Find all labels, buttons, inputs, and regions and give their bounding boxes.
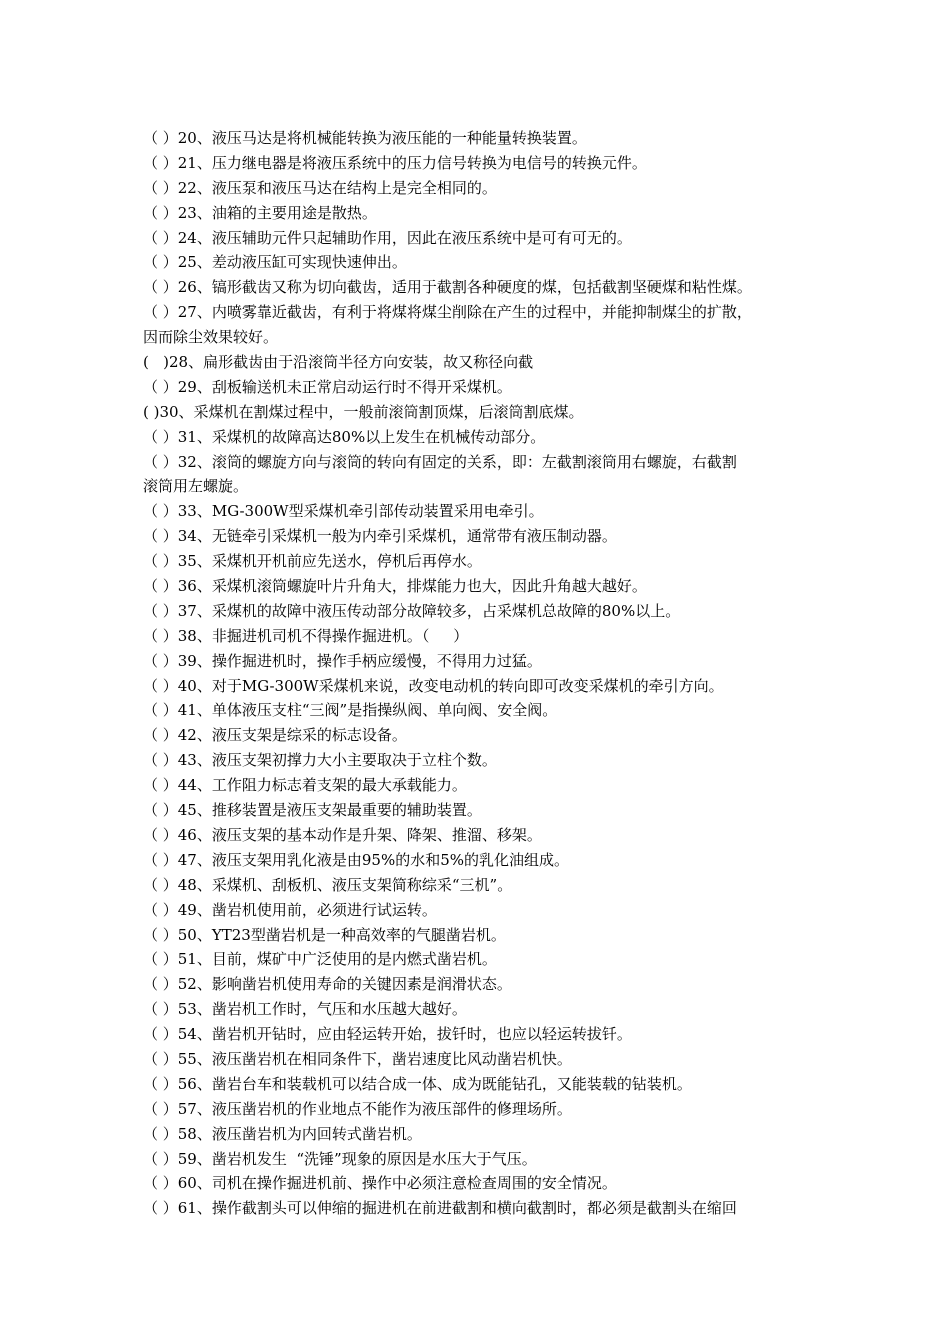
question-line: （ ）37、采煤机的故障中液压传动部分故障较多，占采煤机总故障的80%以上。 bbox=[143, 601, 681, 620]
question-line: （ ）54、凿岩机开钻时，应由轻运转开始，拔钎时，也应以轻运转拔钎。 bbox=[143, 1025, 632, 1044]
question-line: （ ）21、压力继电器是将液压系统中的压力信号转换为电信号的转换元件。 bbox=[143, 153, 647, 172]
question-line: （ ）27、内喷雾靠近截齿，有利于将煤将煤尘削除在产生的过程中，并能抑制煤尘的扩散， bbox=[143, 303, 752, 322]
question-line: （ ）45、推移装置是液压支架最重要的辅助装置。 bbox=[143, 801, 482, 820]
question-line: （ ）36、采煤机滚筒螺旋叶片升角大，排煤能力也大，因此升角越大越好。 bbox=[143, 577, 647, 596]
question-line: 滚筒用左螺旋。 bbox=[143, 477, 249, 496]
question-line: （ ）60、司机在操作掘进机前、操作中必须注意检查周围的安全情况。 bbox=[143, 1174, 617, 1193]
question-line: （ ）39、操作掘进机时，操作手柄应缓慢，不得用力过猛。 bbox=[143, 651, 542, 670]
question-line: （ ）40、对于MG-300W采煤机来说，改变电动机的转向即可改变采煤机的牵引方向。 bbox=[143, 676, 724, 695]
question-line: （ ）22、液压泵和液压马达在结构上是完全相同的。 bbox=[143, 178, 497, 197]
question-line: 因而除尘效果较好。 bbox=[143, 328, 279, 347]
question-line: （ ）31、采煤机的故障高达80%以上发生在机械传动部分。 bbox=[143, 427, 546, 446]
question-line: （ ）59、凿岩机发生 “洗锤”现象的原因是水压大于气压。 bbox=[143, 1149, 537, 1168]
question-list bbox=[143, 126, 823, 1221]
question-line: （ ）24、液压辅助元件只起辅助作用，因此在液压系统中是可有可无的。 bbox=[143, 228, 632, 247]
question-line: ( )30、采煤机在割煤过程中，一般前滚筒割顶煤，后滚筒割底煤。 bbox=[143, 402, 584, 421]
question-line: （ ）32、滚筒的螺旋方向与滚筒的转向有固定的关系，即：左截割滚筒用右螺旋，右截割 bbox=[143, 452, 737, 471]
question-line: （ ）20、液压马达是将机械能转换为液压能的一种能量转换装置。 bbox=[143, 129, 587, 147]
question-line: （ ）43、液压支架初撑力大小主要取决于立柱个数。 bbox=[143, 751, 497, 770]
question-line: （ ）48、采煤机、刮板机、液压支架简称综采“三机”。 bbox=[143, 875, 513, 894]
question-line: ( )28、扁形截齿由于沿滚筒半径方向安装，故又称径向截 bbox=[143, 353, 534, 372]
question-line: （ ）55、液压凿岩机在相同条件下，凿岩速度比风动凿岩机快。 bbox=[143, 1049, 572, 1068]
question-line: （ ）57、液压凿岩机的作业地点不能作为液压部件的修理场所。 bbox=[143, 1099, 572, 1118]
question-line: （ ）47、液压支架用乳化液是由95%的水和5%的乳化油组成。 bbox=[143, 850, 569, 869]
question-line: （ ）52、影响凿岩机使用寿命的关键因素是润滑状态。 bbox=[143, 975, 512, 994]
question-line: （ ）56、凿岩台车和装载机可以结合成一体、成为既能钻孔，又能装载的钻装机。 bbox=[143, 1074, 692, 1093]
question-line: （ ）29、刮板输送机未正常启动运行时不得开采煤机。 bbox=[143, 377, 512, 396]
question-line: （ ）53、凿岩机工作时，气压和水压越大越好。 bbox=[143, 1000, 467, 1019]
question-line: （ ）49、凿岩机使用前，必须进行试运转。 bbox=[143, 900, 437, 919]
question-line: （ ）34、无链牵引采煤机一般为内牵引采煤机，通常带有液压制动器。 bbox=[143, 527, 617, 546]
question-line: （ ）51、目前，煤矿中广泛使用的是内燃式凿岩机。 bbox=[143, 950, 497, 969]
question-line: （ ）25、差动液压缸可实现快速伸出。 bbox=[143, 253, 407, 272]
question-line: （ ）23、油箱的主要用途是散热。 bbox=[143, 203, 377, 222]
question-line: （ ）46、液压支架的基本动作是升架、降架、推溜、移架。 bbox=[143, 825, 542, 844]
question-line: （ ）38、非掘进机司机不得操作掘进机。（ ） bbox=[143, 626, 469, 645]
question-line: （ ）44、工作阻力标志着支架的最大承载能力。 bbox=[143, 776, 467, 795]
question-line: （ ）35、采煤机开机前应先送水，停机后再停水。 bbox=[143, 552, 482, 571]
question-line: （ ）41、单体液压支柱“三阀”是指操纵阀、单向阀、安全阀。 bbox=[143, 701, 558, 720]
question-line: （ ）33、MG-300W型采煤机牵引部传动装置采用电牵引。 bbox=[143, 502, 544, 521]
question-line: （ ）61、操作截割头可以伸缩的掘进机在前进截割和横向截割时，都必须是截割头在缩回 bbox=[143, 1199, 737, 1218]
question-line: （ ）42、液压支架是综采的标志设备。 bbox=[143, 726, 407, 745]
question-line: （ ）50、YT23型凿岩机是一种高效率的气腿凿岩机。 bbox=[143, 925, 506, 944]
question-line: （ ）26、镐形截齿又称为切向截齿，适用于截割各种硬度的煤，包括截割坚硬煤和粘性煤。 bbox=[143, 278, 752, 297]
question-line: （ ）58、液压凿岩机为内回转式凿岩机。 bbox=[143, 1124, 422, 1143]
